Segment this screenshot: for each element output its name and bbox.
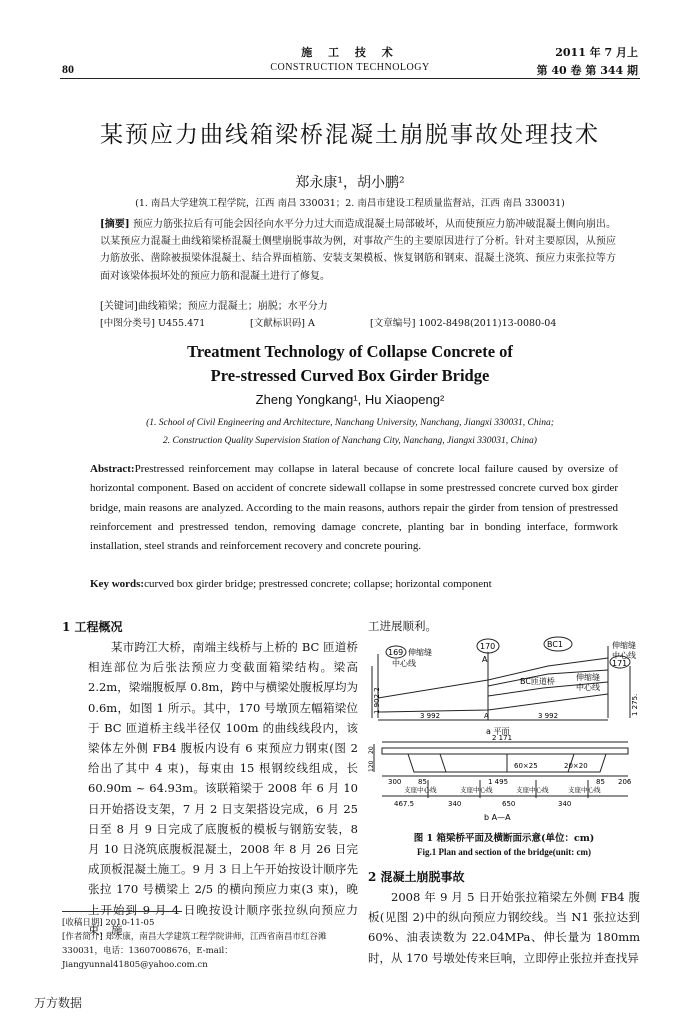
dim-85-right-label: 85 <box>596 778 605 786</box>
doc-code-label: [文献标识码] <box>250 318 305 329</box>
bc1-label: BC1 <box>547 640 564 649</box>
abstract-en-label: Abstract: <box>90 463 135 475</box>
section1-continuation: 工进展顺利。 <box>368 619 437 633</box>
doc-code: A <box>307 318 315 329</box>
dim-2171-label: 2 171 <box>492 734 513 742</box>
support-cl-4: 支座中心线 <box>568 786 601 794</box>
abstract-cn-text: 预应力筋张拉后有可能会因径向水平分力过大而造成混凝土局部破坏，从而使预应力筋冲破混凝土侧向崩出。以某预应力混凝土曲线箱梁桥混凝土侧壁崩脱事故为例，对事故产生的主要原因进行了分析。针对主要原因，从预应力筋放张、凿除被损梁体混凝土、结合界面植筋、安装支架模板、恢复钢筋和钢束、混凝土浇筑、预应力束张拉等方面对该梁体损坏处的预应力筋和混凝土进行了修复。 <box>100 219 617 282</box>
abstract-cn-label: [摘要] <box>100 219 130 230</box>
keywords-en <box>90 578 618 590</box>
dim-206-label: 206 <box>618 778 632 786</box>
section2-body <box>368 887 640 968</box>
journal-name-en: CONSTRUCTION TECHNOLOGY <box>270 62 430 73</box>
dim-60x25-label: 60×25 <box>514 762 538 770</box>
web-left <box>440 754 446 772</box>
affiliation-en <box>0 414 700 450</box>
centerline-label-right: 中心线 <box>612 651 636 660</box>
figure1-caption-cn: 图 1 箱梁桥平面及横断面示意(单位：cm) <box>413 833 595 844</box>
expansion-label-mid: 伸缩缝 <box>576 673 600 682</box>
keywords-cn-text: 曲线箱梁；预应力混凝土；崩脱；水平分力 <box>137 301 328 312</box>
affiliation-en-2: 2. Construction Quality Supervision Station of Nanchang City, Nanchang, Jiangxi 330031, China) <box>163 436 537 446</box>
affiliation-en-1: (1. School of Civil Engineering and Architecture, Nanchang University, Nanchang, Jiangxi 330031, China; <box>146 418 554 428</box>
dim-3992-right-label: 3 992 <box>538 712 559 720</box>
issue-date: 2011 年 7 月上 <box>555 46 638 59</box>
keywords-en-label: Key words: <box>90 578 145 590</box>
dim-4675-label: 467.5 <box>394 800 415 808</box>
support-cl-3: 支座中心线 <box>516 786 549 794</box>
pier169-label: 169 <box>388 648 404 657</box>
section1-heading: 1 工程概况 <box>62 620 123 634</box>
dim-20x20-label: 20×20 <box>564 762 588 770</box>
pier171-label: 171 <box>612 659 628 668</box>
figure1-caption-en: Fig.1 Plan and section of the bridge(unit: cm) <box>417 847 591 857</box>
article-number: 1002-8498(2011)13-0080-04 <box>418 318 557 329</box>
dim-1902-label: 1 902.2 <box>373 687 381 714</box>
journal-name-cn: 施 工 技 术 <box>301 46 399 59</box>
dim-85-left-label: 85 <box>418 778 427 786</box>
abstract-cn <box>100 216 616 285</box>
authors-en: Zheng Yongkang¹, Hu Xiaopeng² <box>255 392 445 407</box>
keywords-cn <box>100 297 616 312</box>
plan-view-label: a 平面 <box>486 727 510 736</box>
centerline-label-left: 中心线 <box>392 659 416 668</box>
classification-line <box>100 315 616 329</box>
dim-340-left-label: 340 <box>448 800 462 808</box>
dim-1275-label: 1 275. <box>631 693 639 716</box>
dim-300-label: 300 <box>388 778 402 786</box>
girder-edge-bottom <box>378 694 608 712</box>
article-number-label: [文章编号] <box>370 318 416 329</box>
section2-heading: 2 混凝土崩脱事故 <box>368 870 465 884</box>
section1-body <box>88 637 358 940</box>
section-view-label: b A—A <box>484 813 511 822</box>
authors-cn: 郑永康¹，胡小鹏² <box>295 175 405 191</box>
paper-title-en-line1: Treatment Technology of Collapse Concrete of <box>187 342 513 361</box>
section2-paragraph: 2008 年 9 月 5 日开始张拉箱梁左外侧 FB4 腹板(见图 2)中的纵向预应力钢绞线。当 N1 张拉达到 60%、油表读数为 22.04MPa、伸长量为 180mm 时，从 170 号墩处传来巨响，立即停止张拉并查找异 <box>368 890 640 965</box>
author-bio-label: [作者简介] <box>62 932 103 942</box>
paper-title-cn: 某预应力曲线箱梁桥混凝土崩脱事故处理技术 <box>100 122 600 148</box>
pier170-label: 170 <box>480 642 496 651</box>
support-cl-2: 支座中心线 <box>460 786 493 794</box>
dim-340-right-label: 340 <box>558 800 572 808</box>
footnote <box>62 916 348 972</box>
abstract-en-text: Prestressed reinforcement may collapse in lateral because of concrete local failure caused by oversize of horizontal component. Based on accident of concrete sidewall collapse in some prestressed concrete curved box girder bridge, main reasons are analyzed. According to the main reasons, authors repair the girder from tension of prestressed reinforcement and prestressed tendon, removing damage concrete, planting bar in bonding interface, formwork installation, steel strands and reinforcement recovery and concrete pouring. <box>90 463 618 553</box>
dim-v2-label: 20 <box>368 746 375 754</box>
bc-ramp-label: BC匝道桥 <box>520 677 555 686</box>
keywords-en-text: curved box girder bridge; prestressed concrete; collapse; horizontal component <box>144 578 492 590</box>
watermark-text: 万方数据 <box>34 996 83 1010</box>
dim-1495-label: 1 495 <box>488 778 509 786</box>
clc-code: U455.471 <box>157 318 206 329</box>
clc-label: [中图分类号] <box>100 318 155 329</box>
paper-title-en-line2: Pre-stressed Curved Box Girder Bridge <box>210 366 490 385</box>
dim-v1-label: 120 <box>368 760 375 772</box>
abstract-en <box>90 460 618 556</box>
received-date: 2010-11-05 <box>105 918 155 928</box>
page-number: 80 <box>62 62 74 76</box>
footnote-rule <box>62 911 182 912</box>
dim-650-label: 650 <box>502 800 516 808</box>
section1-paragraph: 某市跨江大桥，南端主线桥与上桥的 BC 匝道桥相连部位为后张法预应力变截面箱梁结构。梁高 2.2m，梁端腹板厚 0.8m，跨中与横梁处腹板厚均为 0.6m，如图 1 所示。其中，170 号墩顶左幅箱梁位于 BC 匝道桥主线半径仅 100m 的曲线线段内，该梁体左外侧 FB4 腹板内设有 6 束预应力钢束(图 2 给出了其中 4 束)，每束由 15 根钢绞线组成，长 60.90m ~ 64.93m。该联箱梁于 2008 年 6 月 10 日开始搭设支架，7 月 2 日支架搭设完成，6 月 25 日至 8 月 9 日完成了底腹板的模板与钢筋安装，8 月 10 日浇筑底腹板混凝土，2008 年 8 月 26 日完成顶板混凝土施工。9 月 3 日上午开始按设计顺序先张拉 170 号横梁上 2/5 的横向预应力束(3 束)，晚上开始到 9 月 4 日晚按设计顺序张拉纵向预应力束，施 <box>88 640 358 937</box>
affiliation-cn: (1. 南昌大学建筑工程学院，江西 南昌 330031；2. 南昌市建设工程质量监督站，江西 南昌 330031) <box>135 198 565 209</box>
section-a-label: A <box>482 655 488 664</box>
paper-title-en <box>0 340 700 388</box>
received-label: [收稿日期] <box>62 918 103 928</box>
expansion-label-right: 伸缩缝 <box>612 641 636 650</box>
author-bio: 郑永康，南昌大学建筑工程学院讲师，江西省南昌市红谷滩 330031，电话：13607008676，E-mail：Jiangyunnal41805@yahoo.com.cn <box>62 932 327 970</box>
section-a-bottom-label: A <box>484 712 489 720</box>
header-rule <box>60 78 640 79</box>
centerline-label-mid: 中心线 <box>576 683 600 692</box>
dim-3992-left-label: 3 992 <box>420 712 441 720</box>
keywords-cn-label: [关键词] <box>100 301 138 312</box>
volume-issue: 第 40 卷 第 344 期 <box>536 64 638 77</box>
figure1-diagram <box>368 636 640 828</box>
deck-top <box>382 748 628 754</box>
expansion-label-left: 伸缩缝 <box>408 648 432 657</box>
support-cl-1: 支座中心线 <box>404 786 437 794</box>
